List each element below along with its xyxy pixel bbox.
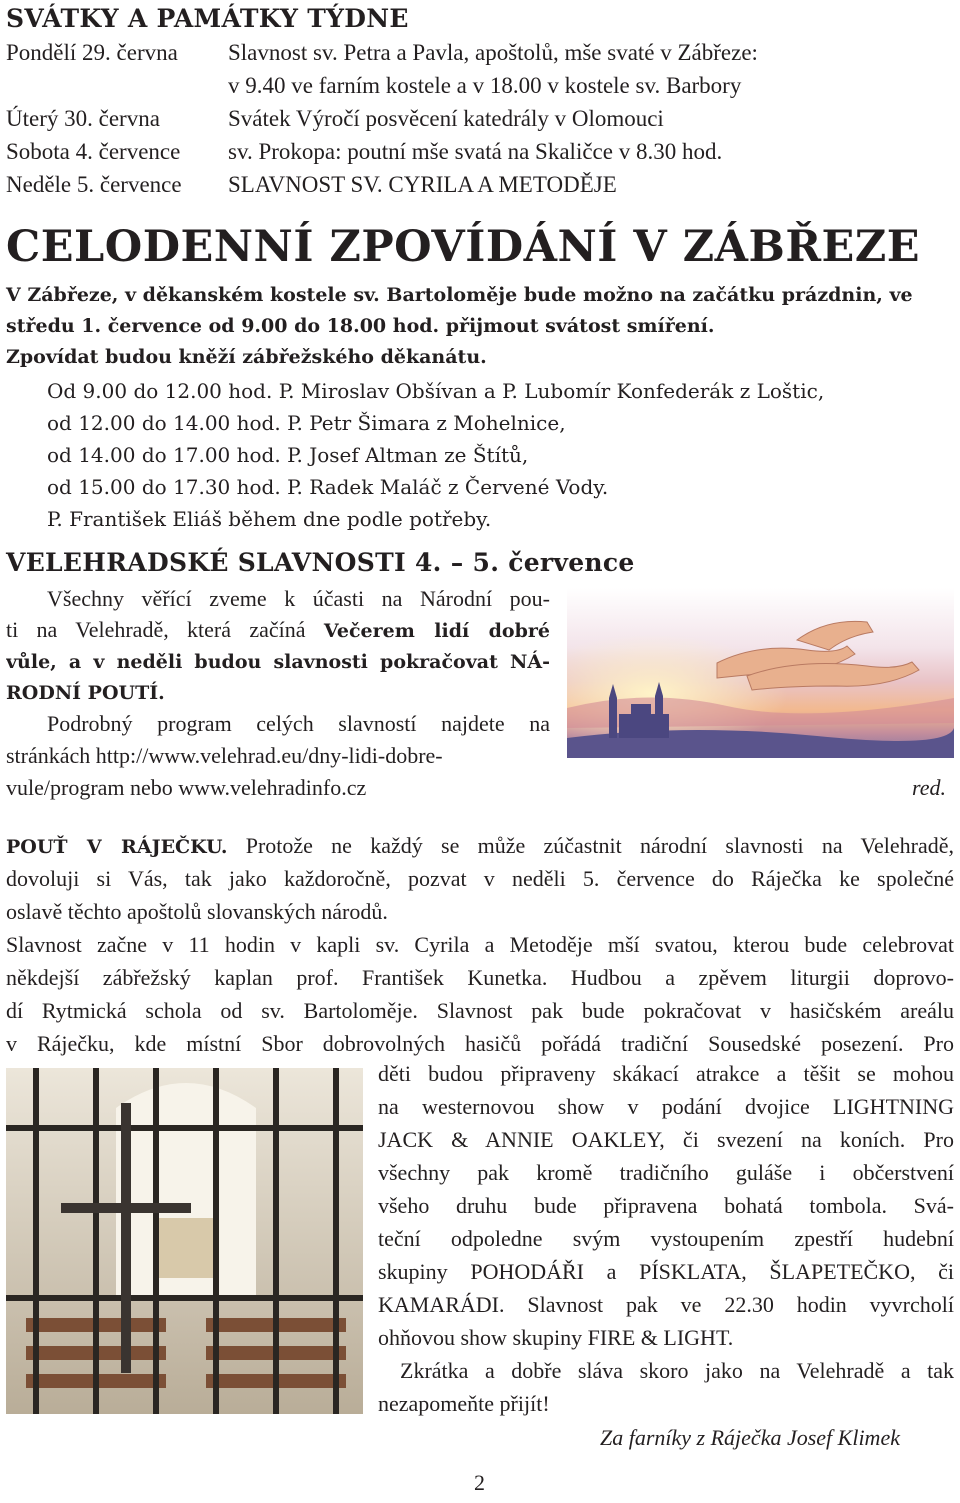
velehrad-text-line <box>6 645 550 678</box>
velehrad-text-line: Všechny věřící zveme k účasti na Národní pou- <box>47 586 550 611</box>
velehrad-text-bold: Večerem lidí dobré <box>323 620 550 642</box>
confession-slot: od 14.00 do 17.00 hod. P. Josef Altman ze Štítů, <box>47 443 529 467</box>
velehrad-text-bold: vůle, a v neděli budou slavnosti pokračovat NÁ- <box>6 651 550 673</box>
schedule-text: sv. Prokopa: poutní mše svatá na Skaličce v 8.30 hod. <box>228 139 723 164</box>
pout-text-line: dí Rytmická schola od sv. Bartoloměje. Slavnost pak bude pokračovat v hasičském areálu <box>6 998 954 1023</box>
pout-text-line <box>6 830 954 863</box>
confession-heading: CELODENNÍ ZPOVÍDÁNÍ V ZÁBŘEZE <box>6 222 920 272</box>
week-schedule <box>6 36 946 201</box>
velehrad-text-line <box>6 676 165 709</box>
pout-column-line: skupiny POHODÁŘI a PÍSKLATA, ŠLAPETEČKO, či <box>378 1259 954 1284</box>
schedule-text: SLAVNOST SV. CYRILA A METODĚJE <box>228 172 617 197</box>
pout-column-line: KAMARÁDI. Slavnost pak ve 22.30 hodin vyvrcholí <box>378 1292 954 1317</box>
week-section-title: SVÁTKY A PAMÁTKY TÝDNE <box>6 4 409 33</box>
velehrad-text-line: stránkách http://www.velehrad.eu/dny-lidi-dobre- <box>6 743 443 768</box>
schedule-text: Svátek Výročí posvěcení katedrály v Olomouci <box>228 106 664 131</box>
confession-lead-line: středu 1. července od 9.00 do 18.00 hod. přijmout svátost smíření. <box>6 315 715 337</box>
pout-section-title: POUŤ V RÁJEČKU. <box>6 836 228 858</box>
confession-lead-line: V Zábřeze, v děkanském kostele sv. Bartoloměje bude možno na začátku prázdnin, ve <box>6 284 913 306</box>
velehrad-text-regular: ti na Velehradě, která začíná <box>6 617 324 642</box>
pout-text-line: Slavnost začne v 11 hodin v kapli sv. Cyrila a Metoděje mší svatou, kterou bude celebrovat <box>6 932 954 957</box>
confession-slot: Od 9.00 do 12.00 hod. P. Miroslav Obšívan a P. Lubomír Konfederák z Loštic, <box>47 379 825 403</box>
pout-column-line: JACK & ANNIE OAKLEY, či svezení na koních. Pro <box>378 1127 954 1152</box>
pout-column-line: teční odpoledne svým vystoupením zpestří hudební <box>378 1226 954 1251</box>
pout-signature: Za farníky z Ráječka Josef Klimek <box>600 1425 900 1450</box>
velehrad-signature: red. <box>912 775 947 800</box>
pout-text-line: oslavě těchto apoštolů slovanských národů. <box>6 899 388 924</box>
schedule-text: Slavnost sv. Petra a Pavla, apoštolů, mše svaté v Zábřeze: <box>228 40 758 65</box>
schedule-date: Úterý 30. června <box>6 106 160 131</box>
confession-slot: od 12.00 do 14.00 hod. P. Petr Šimara z Mohelnice, <box>47 411 566 435</box>
velehrad-text-bold: RODNÍ POUTÍ. <box>6 682 165 704</box>
confession-slot: od 15.00 do 17.30 hod. P. Radek Maláč z Červené Vody. <box>47 475 609 499</box>
schedule-text: v 9.40 ve farním kostele a v 18.00 v kostele sv. Barbory <box>228 73 742 98</box>
confession-slot: P. František Eliáš během dne podle potřeby. <box>47 507 492 531</box>
pout-column-line: všechny pak kromě tradičního guláše i občerstvení <box>378 1160 954 1185</box>
pout-column-line: ohňovou show skupiny FIRE & LIGHT. <box>378 1325 734 1350</box>
schedule-row <box>6 168 946 201</box>
pout-column-line: Zkrátka a dobře sláva skoro jako na Velehradě a tak <box>400 1358 954 1383</box>
velehrad-text-line: Podrobný program celých slavností najdete na <box>47 711 550 736</box>
schedule-date: Neděle 5. července <box>6 172 182 197</box>
pout-text-regular: Protože ne každý se může zúčastnit národní slavnosti na Velehradě, <box>245 833 954 858</box>
schedule-row <box>6 102 946 135</box>
pout-column-line: nezapomeňte přijít! <box>378 1391 550 1416</box>
chapel-interior-image <box>6 1068 363 1414</box>
pout-text-line: dovoluji si Vás, tak jako každoročně, pozvat v neděli 5. července do Ráječka ke společné <box>6 866 954 891</box>
schedule-date: Sobota 4. července <box>6 139 181 164</box>
schedule-row <box>6 36 946 69</box>
pout-text-line: někdejší zábřežský kaplan prof. František Kunetka. Hudbou a zpěvem liturgii doprovo- <box>6 965 954 990</box>
pout-column-line: děti budou připraveny skákací atrakce a těšit se mohou <box>378 1061 954 1086</box>
schedule-row <box>6 69 946 102</box>
confession-lead-line: Zpovídat budou kněží zábřežského děkanátu. <box>6 346 487 368</box>
pout-column-line: na westernovou show v podání dvojice LIGHTNING <box>378 1094 954 1119</box>
velehrad-text-line: vule/program nebo www.velehradinfo.cz <box>6 775 367 800</box>
schedule-date: Pondělí 29. června <box>6 40 178 65</box>
schedule-row <box>6 135 946 168</box>
pout-text-line: v Ráječku, kde místní Sbor dobrovolných hasičů pořádá tradiční Sousedské posezení. Pro <box>6 1031 954 1056</box>
page-number: 2 <box>474 1470 485 1495</box>
velehrad-text-line <box>6 614 550 647</box>
pout-column-line: všeho druhu bude připravena bohatá tombola. Svá- <box>378 1193 954 1218</box>
velehrad-hands-sunset-image <box>567 588 954 758</box>
velehrad-section-title: VELEHRADSKÉ SLAVNOSTI 4. – 5. července <box>6 548 635 577</box>
